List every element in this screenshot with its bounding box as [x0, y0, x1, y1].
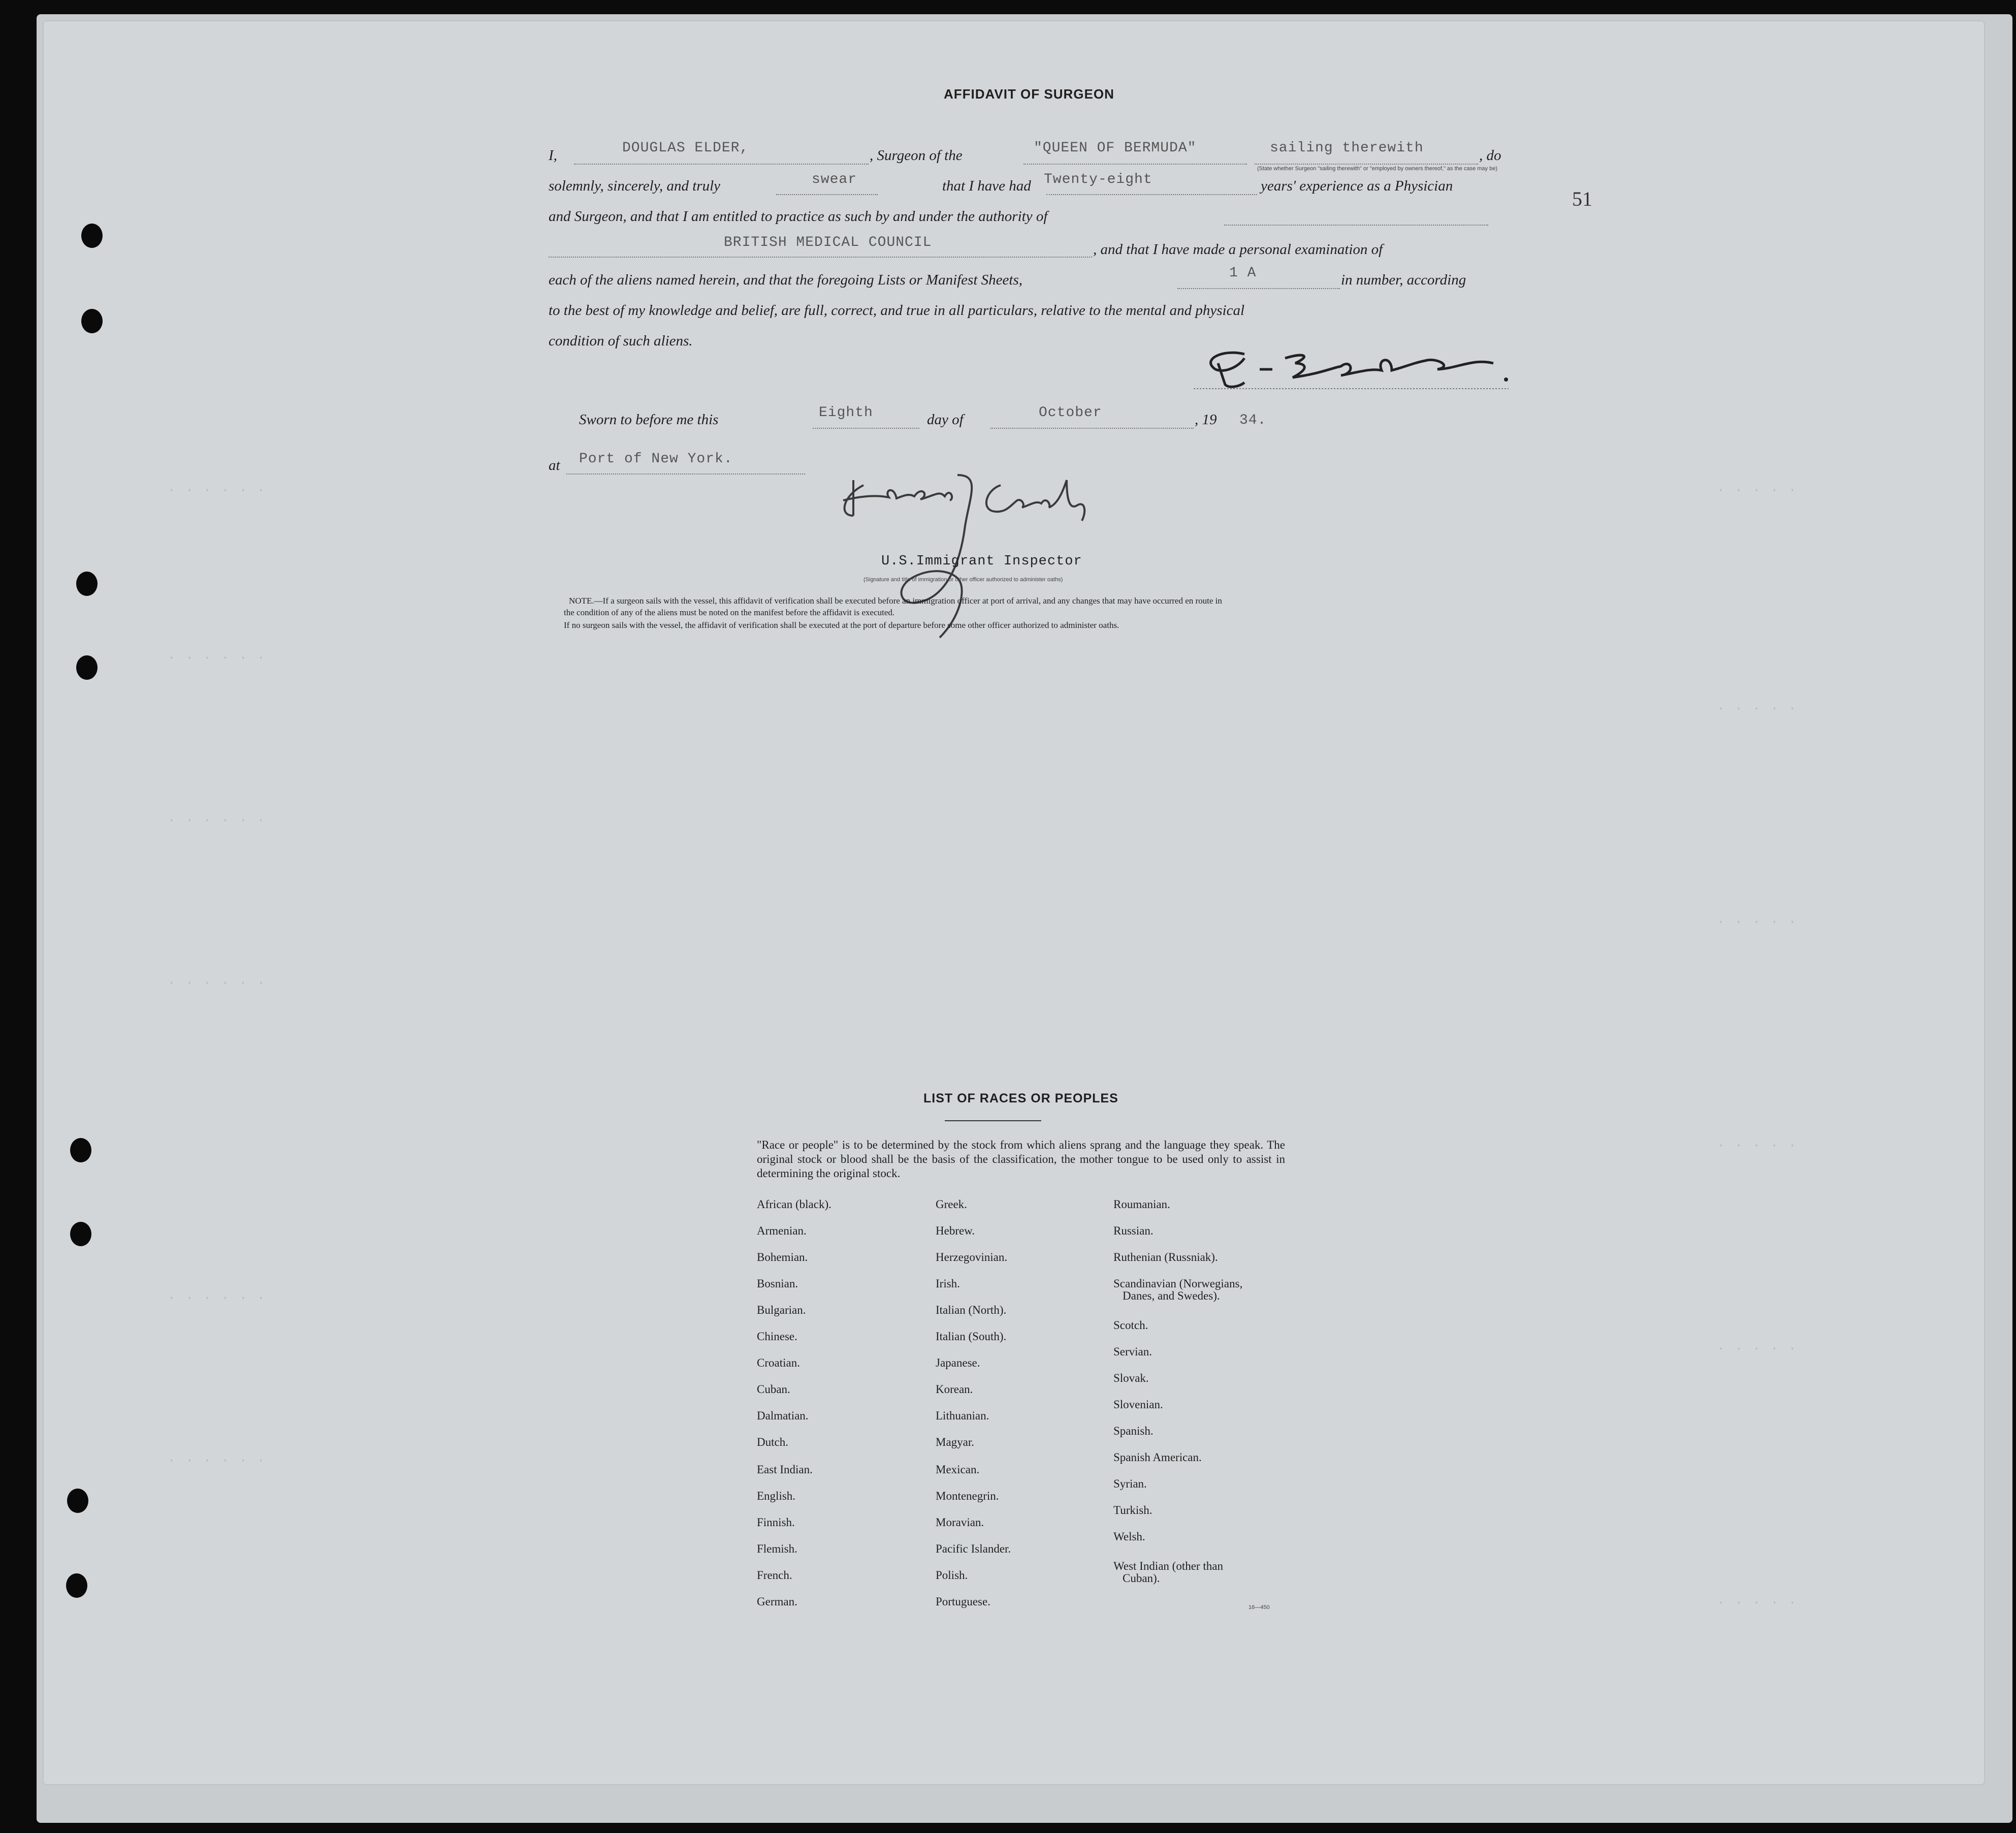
- race-item: Syrian.: [1113, 1477, 1147, 1490]
- sworn-month-line: [990, 428, 1194, 429]
- race-item: Armenian.: [757, 1224, 807, 1237]
- race-item: Ruthenian (Russniak).: [1113, 1251, 1218, 1263]
- race-item: Scandinavian (Norwegians,: [1113, 1277, 1243, 1290]
- race-item: Bulgarian.: [757, 1304, 806, 1316]
- oath-line-b: that I have had: [942, 178, 1031, 194]
- race-item: Cuban.: [757, 1383, 790, 1396]
- oath-line-a: solemnly, sincerely, and truly: [549, 178, 721, 194]
- race-item: Finnish.: [757, 1516, 795, 1529]
- race-item: Bosnian.: [757, 1277, 798, 1290]
- races-title-rule: [945, 1120, 1041, 1121]
- race-item: Hebrew.: [936, 1224, 975, 1237]
- race-item: Bohemian.: [757, 1251, 808, 1263]
- races-intro: "Race or people" is to be determined by the stock from which aliens sprang and the language they speak. The original stock or blood shall be the basis of the classification, the mother tongue to be used only to assist in determining the original stock.: [757, 1139, 1285, 1180]
- race-item: Dalmatian.: [757, 1409, 809, 1422]
- authority-line: and Surgeon, and that I am entitled to practice as such by and under the authority of: [549, 208, 1048, 225]
- sworn-label: Sworn to before me this: [579, 412, 719, 428]
- race-item: Irish.: [936, 1277, 960, 1290]
- race-item: Moravian.: [936, 1516, 984, 1529]
- binder-hole: [67, 1489, 88, 1513]
- binder-hole: [81, 224, 103, 248]
- sailing-status: sailing therewith: [1270, 140, 1424, 156]
- race-item: French.: [757, 1569, 792, 1582]
- sworn-day-line: [813, 428, 919, 429]
- race-item: Cuban).: [1123, 1572, 1160, 1585]
- race-item: Scotch.: [1113, 1319, 1148, 1332]
- binder-hole: [81, 309, 103, 333]
- race-item: Montenegrin.: [936, 1490, 999, 1502]
- condition-line: condition of such aliens.: [549, 333, 693, 349]
- surgeon-name-line: [574, 164, 869, 165]
- race-item: Slovenian.: [1113, 1398, 1163, 1411]
- race-item: German.: [757, 1595, 797, 1608]
- years-line: [1046, 194, 1257, 195]
- do-label: , do: [1479, 147, 1501, 164]
- race-item: Roumanian.: [1113, 1198, 1170, 1211]
- race-item: Turkish.: [1113, 1504, 1153, 1516]
- binder-hole: [66, 1573, 87, 1598]
- examination-line: , and that I have made a personal examination of: [1093, 241, 1383, 258]
- at-label: at: [549, 457, 560, 473]
- races-title: LIST OF RACES OR PEOPLES: [923, 1091, 1118, 1105]
- race-item: Dutch.: [757, 1436, 788, 1448]
- surgeon-name: DOUGLAS ELDER,: [622, 140, 749, 156]
- authority-name: BRITISH MEDICAL COUNCIL: [724, 235, 932, 250]
- sailing-status-line: [1255, 164, 1478, 165]
- page-number: 51: [1572, 187, 1592, 210]
- race-item: Herzegovinian.: [936, 1251, 1008, 1263]
- years-experience: Twenty-eight: [1044, 172, 1153, 187]
- race-item: Magyar.: [936, 1436, 975, 1448]
- inspector-caption: (Signature and title of immigration or other officer authorized to administer oaths): [863, 577, 1063, 583]
- race-item: Servian.: [1113, 1345, 1153, 1358]
- race-item: Mexican.: [936, 1463, 980, 1476]
- race-item: English.: [757, 1490, 796, 1502]
- race-item: Flemish.: [757, 1542, 797, 1555]
- binder-hole: [76, 655, 98, 680]
- sheets-count: 1 A: [1229, 265, 1257, 281]
- race-item: Spanish American.: [1113, 1451, 1202, 1464]
- race-item: Lithuanian.: [936, 1409, 989, 1422]
- at-place-line: [566, 473, 805, 475]
- sailing-status-note: (State whether Surgeon "sailing therewith" or "employed by owners thereof," as the case may be): [1257, 166, 1497, 172]
- authority-line-rule: [1224, 225, 1488, 226]
- knowledge-line: to the best of my knowledge and belief, are full, correct, and true in all particulars, relative to the mental and physical: [549, 302, 1245, 319]
- sworn-year: 34.: [1239, 413, 1267, 428]
- oath-word-line: [776, 194, 878, 195]
- form-code: 16—450: [1249, 1604, 1270, 1610]
- binder-hole: [76, 572, 98, 596]
- race-item: Pacific Islander.: [936, 1542, 1011, 1555]
- manifest-sheets-line-b: in number, according: [1341, 272, 1466, 288]
- race-item: Polish.: [936, 1569, 968, 1582]
- race-item: Spanish.: [1113, 1425, 1154, 1437]
- binder-hole: [70, 1222, 91, 1246]
- manifest-sheets-line-a: each of the aliens named herein, and that the foregoing Lists or Manifest Sheets,: [549, 272, 1022, 288]
- surgeon-signature: [1189, 338, 1514, 394]
- race-item: Slovak.: [1113, 1372, 1149, 1384]
- oath-line-c: years' experience as a Physician: [1261, 178, 1453, 194]
- binder-hole: [70, 1138, 91, 1162]
- race-item: Chinese.: [757, 1330, 797, 1343]
- race-item: West Indian (other than: [1113, 1560, 1223, 1572]
- affidavit-note-3: If no surgeon sails with the vessel, the affidavit of verification shall be executed at the port of departure before some other officer authorized to administer oaths.: [564, 620, 1119, 630]
- race-item: African (black).: [757, 1198, 831, 1211]
- day-of-label: day of: [927, 412, 964, 428]
- sworn-month: October: [1039, 405, 1102, 421]
- race-item: Russian.: [1113, 1224, 1154, 1237]
- race-item: East Indian.: [757, 1463, 813, 1476]
- sworn-day: Eighth: [819, 405, 873, 421]
- sheets-count-line: [1177, 288, 1340, 289]
- affidavit-title: AFFIDAVIT OF SURGEON: [944, 86, 1114, 102]
- ship-name: "QUEEN OF BERMUDA": [1034, 140, 1197, 156]
- oath-word: swear: [812, 172, 857, 187]
- race-item: Croatian.: [757, 1356, 800, 1369]
- year-prefix: , 19: [1195, 412, 1217, 428]
- at-place: Port of New York.: [579, 451, 733, 467]
- race-item: Italian (North).: [936, 1304, 1007, 1316]
- race-item: Japanese.: [936, 1356, 980, 1369]
- race-item: Danes, and Swedes).: [1123, 1289, 1220, 1302]
- authority-name-line: [549, 257, 1092, 258]
- race-item: Greek.: [936, 1198, 967, 1211]
- race-item: Welsh.: [1113, 1530, 1145, 1543]
- affidavit-note-1: NOTE.—If a surgeon sails with the vessel, this affidavit of verification shall be executed before an immigration officer at port of arrival, and any changes that may have occurred en route in: [569, 596, 1222, 606]
- inspector-title: U.S.Immigrant Inspector: [881, 554, 1082, 569]
- surgeon-prefix: I,: [549, 147, 557, 164]
- race-item: Portuguese.: [936, 1595, 990, 1608]
- affidavit-note-2: the condition of any of the aliens must be noted on the manifest before the affidavit is executed.: [564, 608, 895, 617]
- race-item: Italian (South).: [936, 1330, 1007, 1343]
- race-item: Korean.: [936, 1383, 973, 1396]
- surgeon-of-label: , Surgeon of the: [870, 147, 963, 164]
- ship-name-line: [1023, 164, 1247, 165]
